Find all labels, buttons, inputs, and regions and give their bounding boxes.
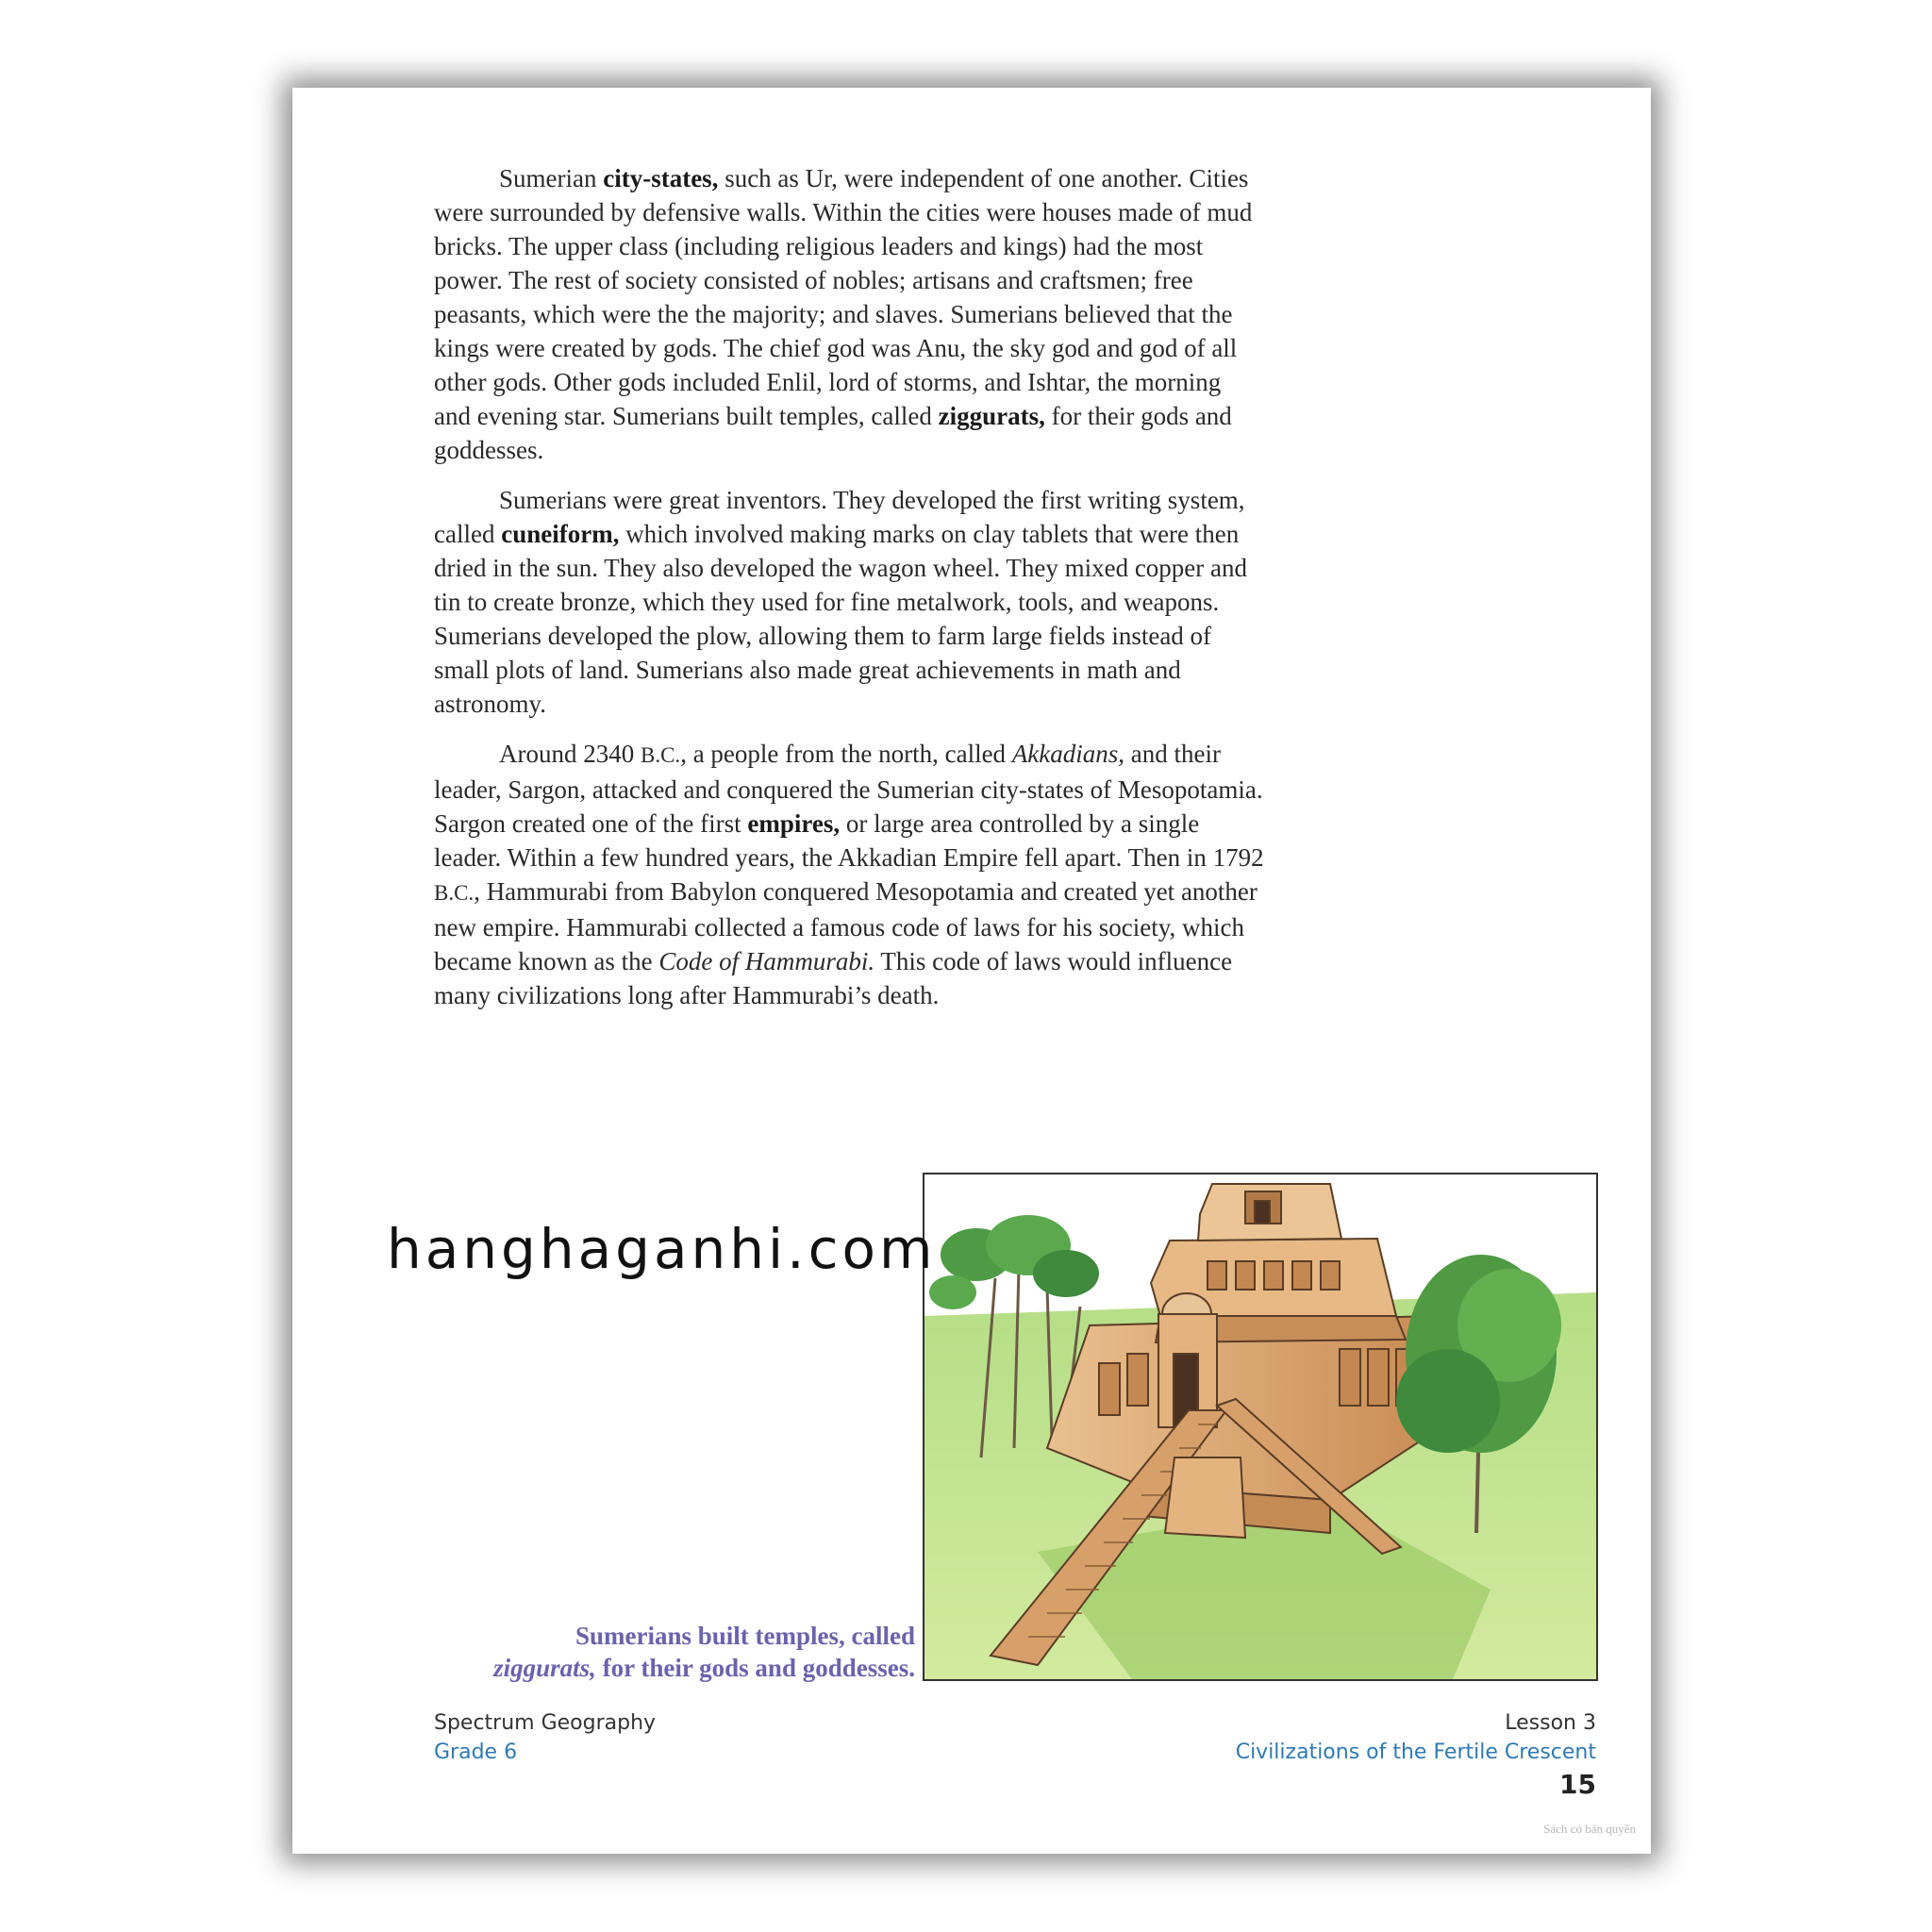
era-label: B.C. bbox=[641, 743, 681, 767]
book-title: Spectrum Geography bbox=[434, 1711, 657, 1735]
ziggurat-illustration bbox=[923, 1173, 1598, 1681]
term-city-states: city-states, bbox=[603, 164, 719, 192]
textbook-page bbox=[292, 88, 1651, 1854]
watermark-text: hanghaganhi.com bbox=[387, 1217, 937, 1281]
illustration-caption: Sumerians built temples, called ziggurats, for their gods and goddesses. bbox=[493, 1622, 915, 1682]
body-text bbox=[434, 161, 1264, 1028]
term-cuneiform: cuneiform, bbox=[501, 520, 620, 548]
lesson-label: Lesson 3 bbox=[1505, 1711, 1596, 1735]
era-label: B.C. bbox=[434, 881, 475, 905]
term-akkadians: Akkadians, bbox=[1011, 740, 1125, 768]
paragraph-city-states: Sumerian city-states, such as Ur, were independent of one another. Cities were surrounded by defensive walls. Within the cities were houses made of mud bricks. The upper class (including religious leaders and kings) had the most power. The rest of society consisted of nobles; artisans and craftsmen; free peasants, which were the the majority; and slaves. Sumerians believed that the kings were created by gods. The chief god was Anu, the sky god and god of all other gods. Other gods included Enlil, lord of storms, and Ishtar, the morning and evening star. Sumerians built temples, called ziggurats, for their gods and goddesses. bbox=[434, 164, 1253, 464]
lesson-title: Civilizations of the Fertile Crescent bbox=[1235, 1740, 1596, 1764]
term-empires: empires, bbox=[747, 809, 841, 838]
footer-left bbox=[434, 1708, 656, 1767]
term-code-of-hammurabi: Code of Hammurabi. bbox=[658, 947, 875, 975]
page-number: 15 bbox=[1559, 1769, 1596, 1800]
term-ziggurats: ziggurats, bbox=[938, 402, 1045, 430]
footer-right bbox=[1236, 1708, 1596, 1767]
grade-label: Grade 6 bbox=[434, 1740, 518, 1764]
paragraph-empires: Around 2340 B.C., a people from the north, called Akkadians, and their leader, Sargon, attacked and conquered the Sumerian city-states of Mesopotamia. Sargon created one of the first empires, or large area controlled by a single leader. Within a few hundred years, the Akkadian Empire fell apart. Then in 1792 B.C., Hammurabi from Babylon conquered Mesopotamia and created yet another new empire. Hammurabi collected a famous code of laws for his society, which became known as the Code of Hammurabi. This code of laws would influence many civilizations long after Hammurabi’s death. bbox=[434, 740, 1264, 1009]
paragraph-inventors: Sumerians were great inventors. They developed the first writing system, called cuneiform, which involved making marks on clay tablets that were then dried in the sun. They also developed the wagon wheel. They mixed copper and tin to create bronze, which they used for fine metalwork, tools, and weapons. Sumerians developed the plow, allowing them to farm large fields instead of small plots of land. Sumerians also made great achievements in math and astronomy. bbox=[434, 486, 1248, 718]
ziggurat-drawing bbox=[924, 1174, 1596, 1679]
copyright-note: Sách có bản quyền bbox=[1543, 1822, 1636, 1836]
